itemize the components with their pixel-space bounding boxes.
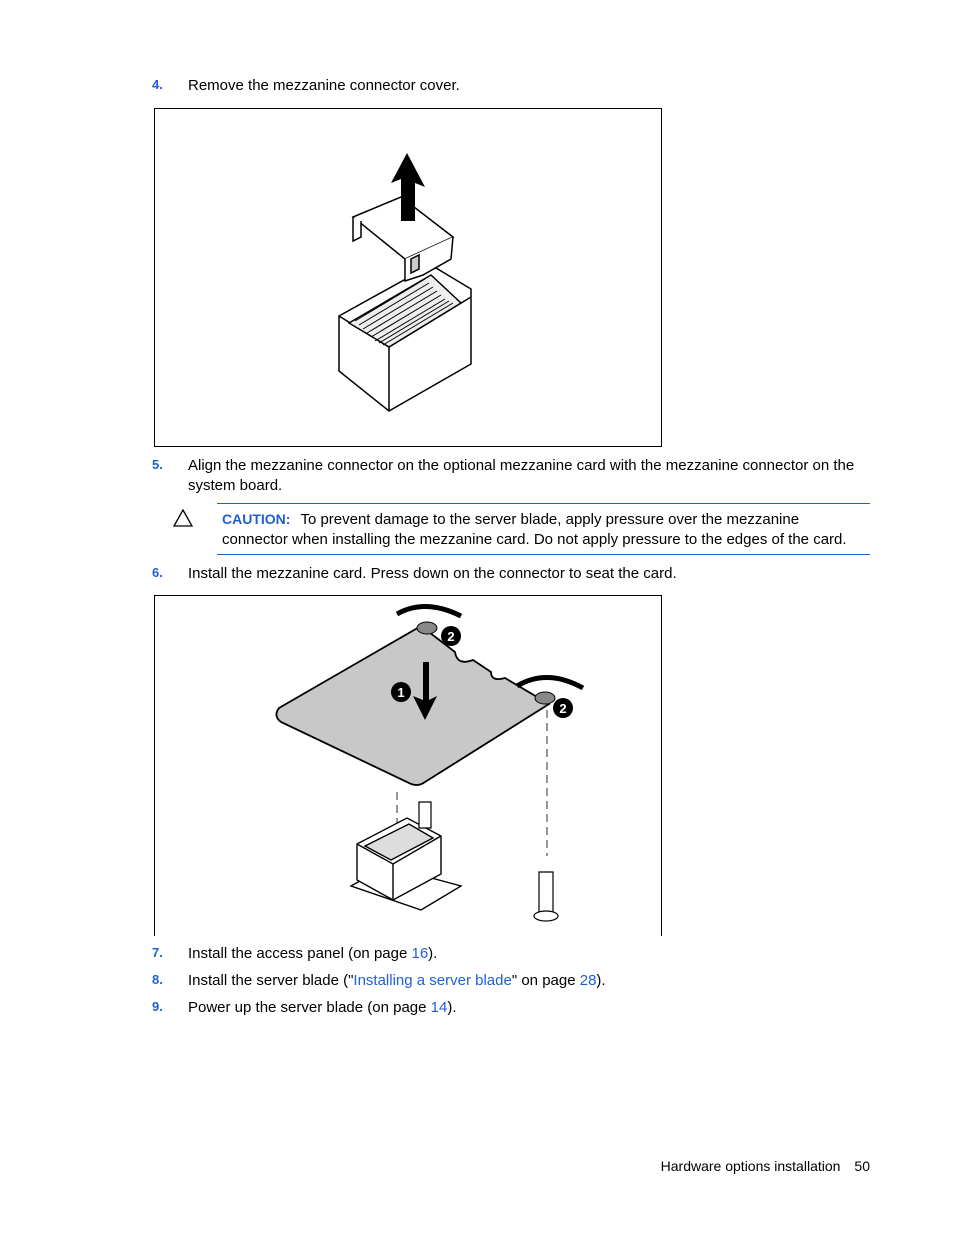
figure-install-mezzanine-card (154, 595, 662, 936)
step-number: 4. (152, 77, 163, 92)
step-text (188, 944, 437, 964)
step-text: Remove the mezzanine connector cover. (188, 77, 460, 94)
callout-2 (441, 626, 461, 646)
step-text-continued: system board. (188, 477, 283, 494)
mezzanine-card-illustration (155, 596, 661, 936)
connector-cover-illustration (155, 109, 661, 446)
board-connector (351, 818, 461, 910)
caution-text-line1: To prevent damage to the server blade, apply pressure over the mezzanine (300, 511, 800, 528)
step-text-part: Install the server blade (" (188, 972, 354, 989)
step-text (188, 998, 457, 1018)
caution-text-line2: connector when installing the mezzanine card. Do not apply pressure to the edges of the card. (222, 531, 847, 548)
step-text-part: ). (428, 945, 438, 962)
caution-triangle-icon (172, 508, 194, 528)
step-text-part: " on page (511, 972, 580, 989)
footer-section-title: Hardware options installation (660, 1158, 841, 1174)
caution-text (222, 509, 870, 550)
step-number: 9. (152, 999, 163, 1014)
connector-housing (339, 265, 471, 411)
callout-2-second (553, 698, 573, 718)
caution-label: CAUTION: (222, 511, 291, 527)
mezzanine-card (276, 626, 549, 785)
step-text-part: ). (447, 999, 457, 1016)
callout-1-label: 1 (397, 685, 405, 700)
step-number: 7. (152, 945, 163, 960)
page-link[interactable]: 16 (411, 945, 429, 962)
step-text (188, 971, 606, 991)
page-link[interactable]: 14 (430, 999, 448, 1016)
page-link[interactable]: 28 (579, 972, 597, 989)
callout-2-label: 2 (447, 629, 455, 644)
step-number: 8. (152, 972, 163, 987)
step-text: Install the mezzanine card. Press down on the connector to seat the card. (188, 565, 677, 582)
step-text-part: Install the access panel (on page (188, 945, 412, 962)
callout-2-second-label: 2 (559, 701, 567, 716)
page-footer (647, 1158, 870, 1174)
step-text-part: ). (596, 972, 606, 989)
step-number: 5. (152, 457, 163, 472)
step-text: Align the mezzanine connector on the optional mezzanine card with the mezzanine connector on the (188, 457, 855, 474)
caution-notice (217, 503, 870, 555)
page-number: 50 (854, 1158, 870, 1174)
step-number: 6. (152, 565, 163, 580)
figure-remove-connector-cover (154, 108, 662, 447)
step-text-part: Power up the server blade (on page (188, 999, 431, 1016)
section-link[interactable]: Installing a server blade (353, 972, 512, 989)
callout-1 (391, 682, 411, 702)
